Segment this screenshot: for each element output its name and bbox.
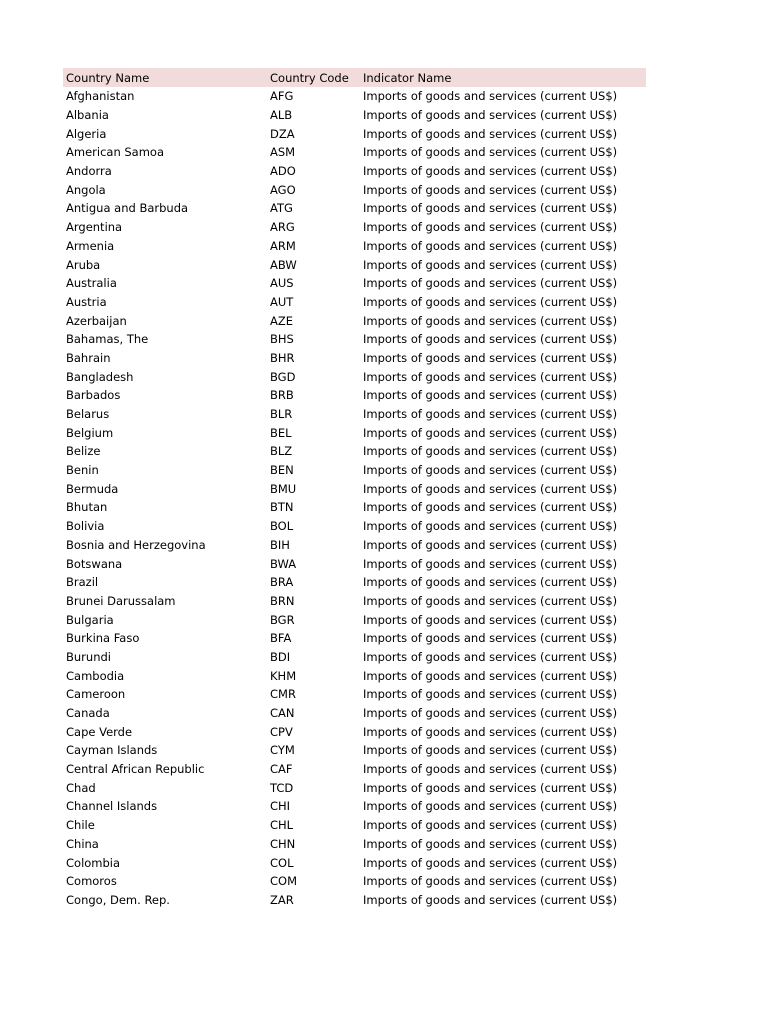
cell-indicator-name: Imports of goods and services (current US$) — [363, 332, 618, 347]
table-row — [63, 386, 646, 405]
cell-country-name: Azerbaijan — [66, 313, 127, 328]
cell-country-code: BFA — [270, 631, 292, 646]
cell-country-name: Armenia — [66, 238, 115, 253]
table-row — [63, 349, 646, 368]
cell-country-name: Cape Verde — [66, 724, 133, 739]
cell-country-code: BIH — [270, 537, 290, 552]
cell-country-name: Cameroon — [66, 687, 126, 702]
cell-indicator-name: Imports of goods and services (current US$) — [363, 220, 618, 235]
cell-indicator-name: Imports of goods and services (current US$) — [363, 407, 618, 422]
cell-country-code: CHI — [270, 799, 291, 814]
table-row — [63, 517, 646, 536]
cell-country-code: BEN — [270, 463, 294, 478]
cell-indicator-name: Imports of goods and services (current US$) — [363, 724, 618, 739]
cell-country-code: COM — [270, 874, 298, 889]
table-row — [63, 704, 646, 723]
table-row — [63, 218, 646, 237]
table-row — [63, 629, 646, 648]
cell-country-code: BGD — [270, 369, 296, 384]
cell-country-name: Cayman Islands — [66, 743, 158, 758]
table-row — [63, 180, 646, 199]
cell-country-code: BMU — [270, 481, 297, 496]
cell-country-name: Bulgaria — [66, 612, 114, 627]
cell-country-code: BDI — [270, 649, 291, 664]
table-row — [63, 835, 646, 854]
header-country-name: Country Name — [66, 70, 150, 85]
cell-country-name: Belgium — [66, 425, 114, 440]
cell-country-code: BTN — [270, 500, 294, 515]
cell-country-name: Albania — [66, 108, 109, 123]
cell-country-name: Antigua and Barbuda — [66, 201, 189, 216]
cell-country-code: ARG — [270, 220, 295, 235]
cell-country-name: Bahrain — [66, 350, 111, 365]
cell-country-name: Chile — [66, 818, 95, 833]
table-row — [63, 87, 646, 106]
table-row — [63, 199, 646, 218]
cell-indicator-name: Imports of goods and services (current US$) — [363, 294, 618, 309]
cell-country-code: TCD — [270, 780, 294, 795]
cell-indicator-name: Imports of goods and services (current US$) — [363, 425, 618, 440]
cell-indicator-name: Imports of goods and services (current US$) — [363, 818, 618, 833]
cell-country-name: Bhutan — [66, 500, 108, 515]
table-row — [63, 685, 646, 704]
table-row — [63, 274, 646, 293]
table-row — [63, 592, 646, 611]
cell-country-code: ZAR — [270, 892, 294, 907]
table-row — [63, 816, 646, 835]
cell-country-name: Burkina Faso — [66, 631, 140, 646]
cell-indicator-name: Imports of goods and services (current US$) — [363, 276, 618, 291]
cell-indicator-name: Imports of goods and services (current US$) — [363, 836, 618, 851]
cell-indicator-name: Imports of goods and services (current US$) — [363, 762, 618, 777]
cell-country-name: Andorra — [66, 164, 112, 179]
cell-indicator-name: Imports of goods and services (current US$) — [363, 631, 618, 646]
table-row — [63, 162, 646, 181]
cell-indicator-name: Imports of goods and services (current US$) — [363, 257, 618, 272]
cell-country-name: Burundi — [66, 649, 111, 664]
cell-indicator-name: Imports of goods and services (current US$) — [363, 481, 618, 496]
table-row — [63, 143, 646, 162]
cell-country-name: Belize — [66, 444, 101, 459]
cell-country-code: AUS — [270, 276, 294, 291]
cell-country-code: BGR — [270, 612, 295, 627]
table-row — [63, 367, 646, 386]
cell-country-name: Argentina — [66, 220, 123, 235]
cell-indicator-name: Imports of goods and services (current US$) — [363, 575, 618, 590]
cell-country-code: BWA — [270, 556, 297, 571]
cell-indicator-name: Imports of goods and services (current US$) — [363, 126, 618, 141]
table-row — [63, 293, 646, 312]
table-row — [63, 442, 646, 461]
table-row — [63, 891, 646, 910]
cell-country-code: CHN — [270, 836, 296, 851]
cell-country-name: American Samoa — [66, 145, 165, 160]
cell-indicator-name: Imports of goods and services (current US$) — [363, 706, 618, 721]
cell-country-name: Bosnia and Herzegovina — [66, 537, 206, 552]
cell-country-name: Belarus — [66, 407, 110, 422]
cell-country-code: ATG — [270, 201, 293, 216]
table-row — [63, 778, 646, 797]
table-header-row — [63, 68, 646, 87]
cell-country-name: Aruba — [66, 257, 101, 272]
cell-country-name: Bolivia — [66, 519, 105, 534]
table-row — [63, 554, 646, 573]
cell-country-code: ALB — [270, 108, 293, 123]
cell-country-code: CMR — [270, 687, 296, 702]
cell-indicator-name: Imports of goods and services (current US$) — [363, 238, 618, 253]
cell-country-code: CAN — [270, 706, 295, 721]
cell-indicator-name: Imports of goods and services (current US$) — [363, 350, 618, 365]
cell-indicator-name: Imports of goods and services (current US$) — [363, 743, 618, 758]
cell-country-code: AFG — [270, 89, 294, 104]
cell-indicator-name: Imports of goods and services (current US$) — [363, 108, 618, 123]
cell-indicator-name: Imports of goods and services (current US$) — [363, 556, 618, 571]
table-row — [63, 573, 646, 592]
cell-country-code: BHR — [270, 350, 295, 365]
cell-country-code: CYM — [270, 743, 295, 758]
cell-country-code: BLZ — [270, 444, 293, 459]
cell-indicator-name: Imports of goods and services (current US$) — [363, 537, 618, 552]
cell-indicator-name: Imports of goods and services (current US$) — [363, 780, 618, 795]
cell-indicator-name: Imports of goods and services (current US$) — [363, 388, 618, 403]
cell-indicator-name: Imports of goods and services (current US$) — [363, 799, 618, 814]
table-row — [63, 124, 646, 143]
cell-country-name: Bangladesh — [66, 369, 134, 384]
table-row — [63, 479, 646, 498]
cell-indicator-name: Imports of goods and services (current US$) — [363, 164, 618, 179]
cell-country-code: AGO — [270, 182, 296, 197]
cell-country-name: Chad — [66, 780, 96, 795]
cell-indicator-name: Imports of goods and services (current US$) — [363, 649, 618, 664]
cell-indicator-name: Imports of goods and services (current US$) — [363, 89, 618, 104]
cell-indicator-name: Imports of goods and services (current US$) — [363, 500, 618, 515]
cell-country-name: Afghanistan — [66, 89, 135, 104]
table-row — [63, 536, 646, 555]
cell-country-code: CHL — [270, 818, 294, 833]
header-country-code: Country Code — [270, 70, 349, 85]
table-row — [63, 405, 646, 424]
table-row — [63, 722, 646, 741]
cell-country-name: Barbados — [66, 388, 121, 403]
cell-country-code: DZA — [270, 126, 295, 141]
cell-indicator-name: Imports of goods and services (current US$) — [363, 201, 618, 216]
cell-indicator-name: Imports of goods and services (current US$) — [363, 444, 618, 459]
cell-indicator-name: Imports of goods and services (current US$) — [363, 855, 618, 870]
cell-country-name: Botswana — [66, 556, 123, 571]
cell-indicator-name: Imports of goods and services (current US$) — [363, 892, 618, 907]
cell-country-name: Congo, Dem. Rep. — [66, 892, 170, 907]
table-row — [63, 666, 646, 685]
cell-indicator-name: Imports of goods and services (current US$) — [363, 874, 618, 889]
table-row — [63, 330, 646, 349]
cell-country-code: BRA — [270, 575, 294, 590]
cell-country-code: ADO — [270, 164, 296, 179]
cell-country-code: CPV — [270, 724, 293, 739]
table-row — [63, 610, 646, 629]
cell-indicator-name: Imports of goods and services (current US$) — [363, 668, 618, 683]
cell-indicator-name: Imports of goods and services (current US$) — [363, 612, 618, 627]
cell-indicator-name: Imports of goods and services (current US$) — [363, 182, 618, 197]
cell-country-code: BEL — [270, 425, 292, 440]
cell-country-code: ASM — [270, 145, 296, 160]
cell-country-code: BRN — [270, 593, 295, 608]
cell-country-code: COL — [270, 855, 294, 870]
cell-country-name: Benin — [66, 463, 99, 478]
cell-country-name: Bermuda — [66, 481, 119, 496]
cell-indicator-name: Imports of goods and services (current US$) — [363, 687, 618, 702]
table-row — [63, 648, 646, 667]
table-row — [63, 106, 646, 125]
cell-country-name: Brazil — [66, 575, 99, 590]
cell-country-code: BOL — [270, 519, 294, 534]
cell-country-name: China — [66, 836, 99, 851]
cell-indicator-name: Imports of goods and services (current US$) — [363, 593, 618, 608]
cell-country-code: AZE — [270, 313, 294, 328]
cell-country-name: Colombia — [66, 855, 121, 870]
cell-country-code: BHS — [270, 332, 294, 347]
table-row — [63, 423, 646, 442]
cell-country-name: Brunei Darussalam — [66, 593, 176, 608]
data-table — [63, 68, 646, 909]
cell-country-name: Algeria — [66, 126, 107, 141]
cell-country-name: Austria — [66, 294, 107, 309]
cell-country-code: KHM — [270, 668, 297, 683]
table-row — [63, 853, 646, 872]
cell-country-name: Bahamas, The — [66, 332, 149, 347]
cell-country-code: BRB — [270, 388, 294, 403]
cell-country-code: BLR — [270, 407, 293, 422]
cell-indicator-name: Imports of goods and services (current US$) — [363, 463, 618, 478]
cell-country-name: Comoros — [66, 874, 117, 889]
cell-indicator-name: Imports of goods and services (current US$) — [363, 519, 618, 534]
table-row — [63, 741, 646, 760]
cell-country-name: Cambodia — [66, 668, 125, 683]
table-row — [63, 311, 646, 330]
table-row — [63, 461, 646, 480]
table-row — [63, 760, 646, 779]
table-body — [63, 87, 646, 909]
table-row — [63, 872, 646, 891]
table-row — [63, 237, 646, 256]
cell-country-code: CAF — [270, 762, 293, 777]
cell-country-code: ABW — [270, 257, 297, 272]
cell-country-name: Canada — [66, 706, 110, 721]
header-indicator-name: Indicator Name — [363, 70, 452, 85]
table-row — [63, 255, 646, 274]
cell-indicator-name: Imports of goods and services (current US$) — [363, 369, 618, 384]
cell-indicator-name: Imports of goods and services (current US$) — [363, 145, 618, 160]
cell-country-code: ARM — [270, 238, 296, 253]
cell-country-name: Australia — [66, 276, 117, 291]
cell-country-code: AUT — [270, 294, 294, 309]
table-row — [63, 797, 646, 816]
cell-country-name: Angola — [66, 182, 106, 197]
cell-country-name: Central African Republic — [66, 762, 205, 777]
table-row — [63, 498, 646, 517]
cell-country-name: Channel Islands — [66, 799, 158, 814]
cell-indicator-name: Imports of goods and services (current US$) — [363, 313, 618, 328]
